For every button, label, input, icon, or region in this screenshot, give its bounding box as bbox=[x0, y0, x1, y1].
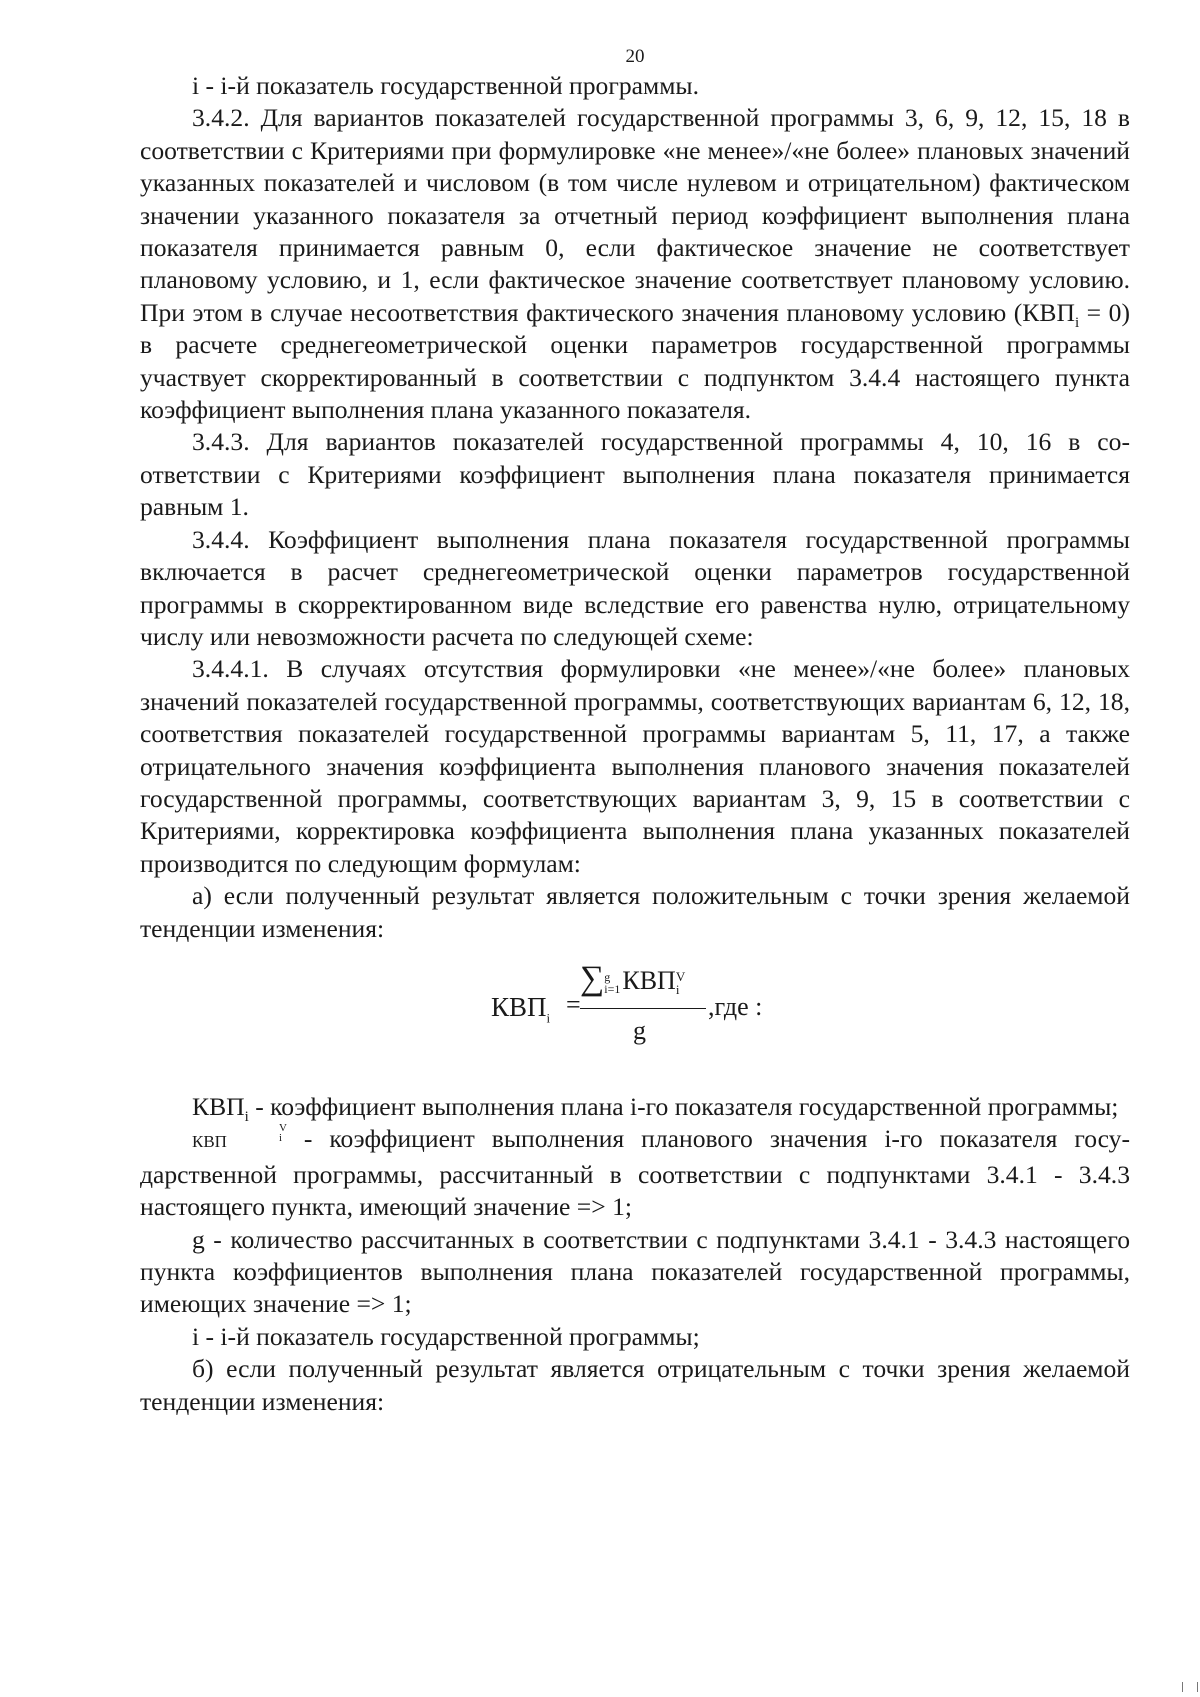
formula-term-subscript: i bbox=[675, 982, 680, 997]
formula-denominator: g bbox=[633, 1015, 646, 1045]
paragraph-3-4-4-1: 3.4.4.1. В случаях отсутствия формулировки «не менее»/«не более» плановых значений показателей государственной программы, соответствующих вариантам 6, 12, 18, соответствия показателей государственной программы вариантам 5, 11, 17, а также отрицательного значения коэффициента выполнения планового значения показателей государственной программы, соответствующих вариантам 3, 9, 15 в соответствии с Критериями, корректировка коэффициента выполнения плана указанных показателей производится по следующим формулам: bbox=[140, 654, 1130, 878]
fraction-bar bbox=[580, 1008, 706, 1009]
definition-kvp-i-subscript: i bbox=[244, 1109, 249, 1126]
paragraph-3-4-2 bbox=[140, 102, 1130, 426]
paragraph-3-4-2-part-b: = 0) в расчете среднегеометрической оценки параметров государственной программы участвует скорректированный в соответствии с подпунктом 3.4.4 настоящего пункта коэффициент выполнения плана указанного показателя. bbox=[140, 297, 1130, 425]
definition-kvp-v-term: КВП bbox=[192, 1132, 227, 1152]
paragraph-3-4-4: 3.4.4. Коэффициент выполнения плана показателя государственной программы включается в расчет среднегеометрической оценки параметров государственной программы в скорректированном виде вследствие его равенства нулю, отрицательному числу или невозможности расчета по следующей схеме: bbox=[140, 524, 1130, 651]
page-number: 20 bbox=[625, 46, 645, 67]
paragraph-index-definition: i - i-й показатель государственной программы. bbox=[192, 71, 699, 100]
definition-kvp-v-superscript: V bbox=[278, 1122, 287, 1135]
paragraph-case-b: б) если полученный результат является отрицательным с точки зрения желаемой тенденции изменения: bbox=[140, 1354, 1130, 1416]
definition-g: g - количество рассчитанных в соответствии с подпунктами 3.4.1 - 3.4.3 настоящего пункта коэффициентов выполнения плана показателей государственной программы, имеющих значение => 1; bbox=[140, 1224, 1130, 1319]
definition-kvp-v-text: - коэффициент выполнения планового значения i-го показателя государственной программы, рассчитанный в соответствии с подпунктами 3.4.1 - 3.4.3 настоящего пункта, имеющий значение => 1; bbox=[140, 1124, 1130, 1222]
definition-i: i - i-й показатель государственной программы; bbox=[192, 1321, 700, 1351]
sum-upper-limit: g bbox=[604, 970, 611, 984]
paragraph-3-4-3: 3.4.3. Для вариантов показателей государственной программы 4, 10, 16 в соответствии с Критериями коэффициент выполнения плана показателя принимается равным 1. bbox=[140, 427, 1130, 522]
definition-kvp-i-symbol: КВП bbox=[192, 1091, 245, 1121]
formula-equals: = bbox=[566, 989, 581, 1019]
sigma-symbol: ∑ bbox=[580, 959, 605, 997]
formula-numerator bbox=[580, 959, 686, 997]
definition-kvp-v-symbol bbox=[192, 1122, 287, 1152]
definition-kvp-v bbox=[140, 1123, 1130, 1223]
definition-kvp-v-subscript: i bbox=[278, 1132, 283, 1145]
definition-kvp-i bbox=[140, 1091, 1130, 1126]
formula-term: КВП bbox=[622, 965, 676, 995]
paragraph-case-a: а) если полученный результат является положительным с точки зрения желаемой тенденции изменения: bbox=[140, 881, 1130, 943]
formula-lhs-symbol: КВП bbox=[491, 991, 547, 1022]
formula-lhs-subscript: i bbox=[546, 1010, 551, 1026]
formula-tail: ,где : bbox=[708, 991, 763, 1021]
document-body bbox=[140, 70, 1130, 1418]
formula-kvp-positive bbox=[140, 945, 1130, 1091]
definition-kvp-i-text: - коэффициент выполнения плана i-го показателя государственной программы; bbox=[248, 1091, 1119, 1121]
paragraph-3-4-2-part-a: 3.4.2. Для вариантов показателей государственной программы 3, 6, 9, 12, 15, 18 в соответствии с Критериями при формулировке «не менее»/«не более» плановых значений указанных показателей и числовом (в том числе нулевом и отрицательном) фактическом значении указанного показателя за отчетный период коэффициент выполнения плана показателя принимается равным 0, если фактическое значение не соответствует плановому условию, и 1, если фактическое значение соответствует плановому условию. При этом в случае несоответствия фактического значения плановому условию (КВП bbox=[140, 103, 1130, 327]
scan-artifact bbox=[1182, 1682, 1198, 1692]
formula-term-superscript: V bbox=[675, 969, 686, 984]
formula-lhs bbox=[491, 991, 551, 1026]
paragraph-3-4-2-subscript: i bbox=[1074, 314, 1080, 331]
sum-lower-limit: i=1 bbox=[604, 982, 621, 996]
